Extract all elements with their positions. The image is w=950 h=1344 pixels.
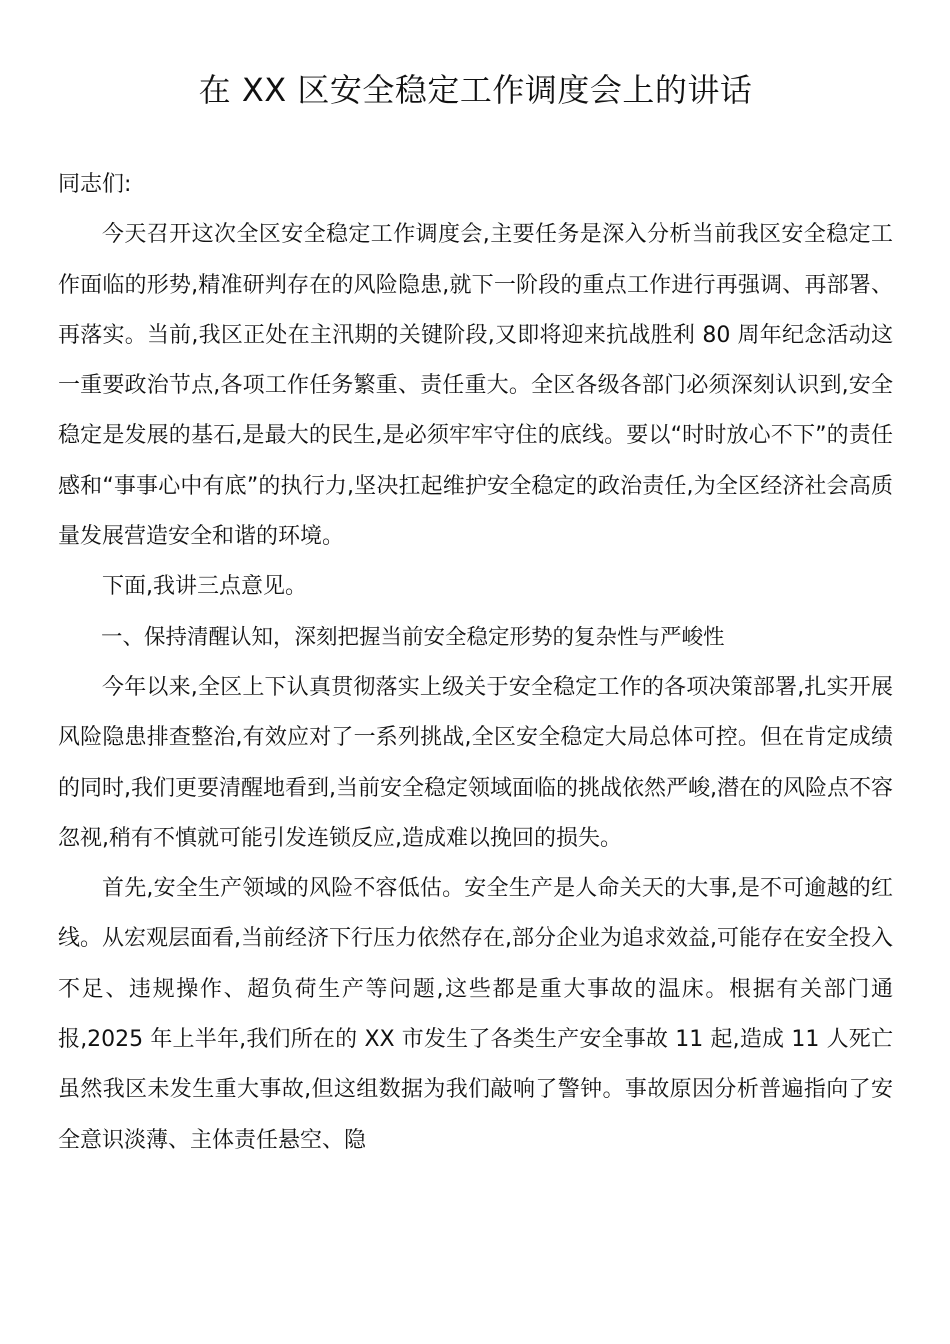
paragraph-transition: 下面,我讲三点意见。 bbox=[102, 574, 307, 600]
paragraph-situation: 今年以来,全区上下认真贯彻落实上级关于安全稳定工作的各项决策部署,扎实开展风险隐患排查整治,有效应对了一系列挑战,全区安全稳定大局总体可控。但在肯定成绩的同时,我们更要清醒地看到,当前安全稳定领域面临的挑战依然严峻,潜在的风险点不容忽视,稍有不慎就可能引发连锁反应,造成难以挽回的损失。 bbox=[58, 674, 893, 851]
document-page bbox=[58, 62, 893, 1166]
paragraph-production-safety: 首先,安全生产领域的风险不容低估。安全生产是人命关天的大事,是不可逾越的红线。从宏观层面看,当前经济下行压力依然存在,部分企业为追求效益,可能存在安全投入不足、违规操作、超负荷生产等问题,这些都是重大事故的温床。根据有关部门通报,2025 年上半年,我们所在的 XX 市发生了各类生产安全事故 11 起,造成 11 人死亡虽然我区未发生重大事故,但这组数据为我们敲响了警钟。事故原因分析普遍指向了安全意识淡薄、主体责任悬空、隐 bbox=[58, 876, 893, 1153]
salutation: 同志们: bbox=[58, 172, 132, 197]
section-heading-1: 一、保持清醒认知，深刻把握当前安全稳定形势的复杂性与严峻性 bbox=[101, 624, 725, 650]
document-title: 在 XX 区安全稳定工作调度会上的讲话 bbox=[198, 71, 753, 109]
paragraph-opening: 今天召开这次全区安全稳定工作调度会,主要任务是深入分析当前我区安全稳定工作面临的形势,精准研判存在的风险隐患,就下一阶段的重点工作进行再强调、再部署、再落实。当前,我区正处在主汛期的关键阶段,又即将迎来抗战胜利 80 周年纪念活动这一重要政治节点,各项工作任务繁重、责任重大。全区各级各部门必须深刻认识到,安全稳定是发展的基石,是最大的民生,是必须牢牢守住的底线。要以“时时放心不下”的责任感和“事事心中有底”的执行力,坚决扛起维护安全稳定的政治责任,为全区经济社会高质量发展营造安全和谐的环境。 bbox=[58, 222, 893, 550]
